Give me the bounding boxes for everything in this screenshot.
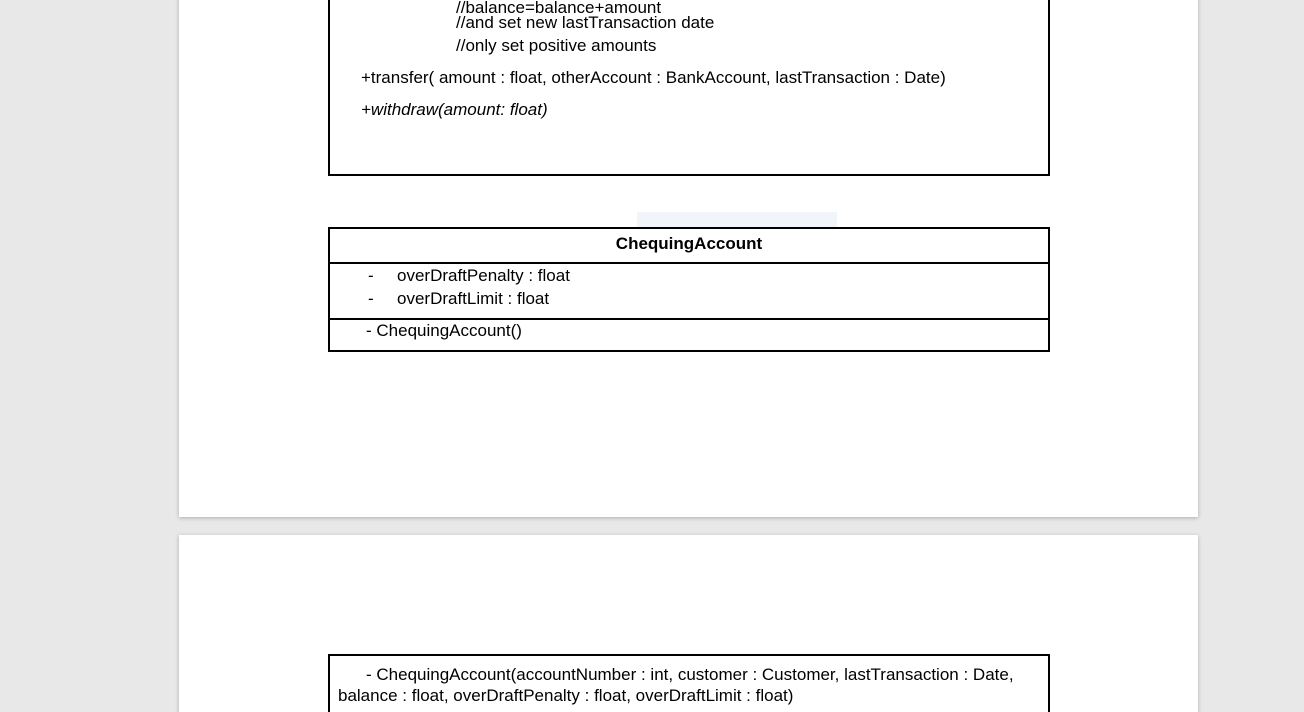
bankaccount-methods-box <box>328 0 1050 176</box>
faint-overlay <box>637 212 837 228</box>
class-attributes-row <box>330 264 1048 320</box>
attribute-bullet: - <box>368 266 374 285</box>
comment-line-2: //and set new lastTransaction date <box>456 13 715 32</box>
document-page-2 <box>179 535 1198 712</box>
constructor-line-1: - ChequingAccount(accountNumber : int, customer : Customer, lastTransaction : Date, <box>366 665 1014 684</box>
class-title-row <box>330 229 1048 264</box>
method-chequingaccount: - ChequingAccount() <box>366 321 522 340</box>
class-title: ChequingAccount <box>615 234 763 253</box>
constructor-line-2: balance : float, overDraftPenalty : float, overDraftLimit : float) <box>338 686 794 705</box>
attribute-overdraftlimit: overDraftLimit : float <box>397 289 550 308</box>
constructor-text <box>338 664 1038 706</box>
constructor-box <box>328 654 1050 712</box>
attribute-overdraftpenalty: overDraftPenalty : float <box>397 266 570 285</box>
withdraw-method: +withdraw(amount: float) <box>361 100 548 119</box>
comment-line-1: //balance=balance+amount <box>456 0 662 17</box>
attribute-bullet: - <box>368 289 374 308</box>
comment-line-3: //only set positive amounts <box>456 36 657 55</box>
document-page-1 <box>179 0 1198 517</box>
class-methods-row <box>330 320 1048 350</box>
chequingaccount-class-box <box>328 227 1050 352</box>
transfer-method: +transfer( amount : float, otherAccount : BankAccount, lastTransaction : Date) <box>361 68 946 87</box>
